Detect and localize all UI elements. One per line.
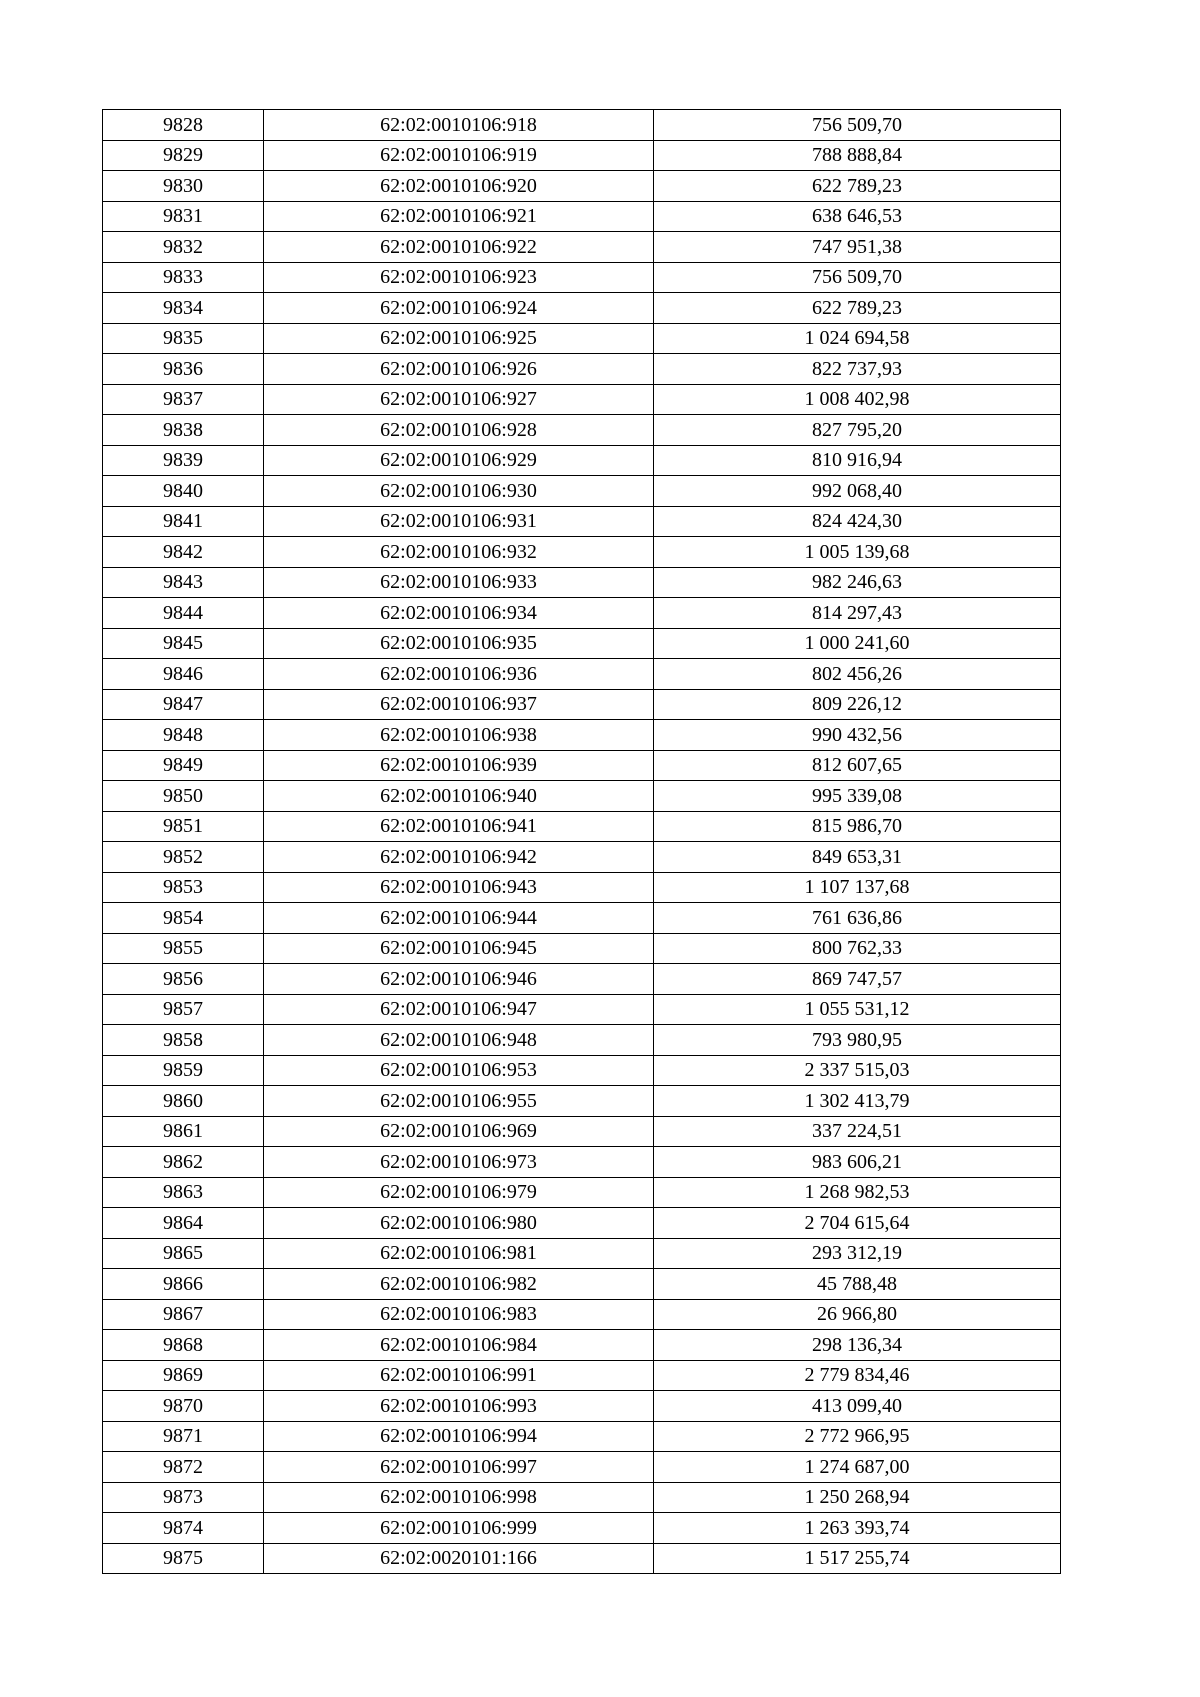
- cadastral-number-cell: 62:02:0010106:926: [264, 354, 654, 385]
- row-number-cell: 9838: [103, 415, 264, 446]
- row-number-cell: 9848: [103, 720, 264, 751]
- cadastral-value-cell: 26 966,80: [654, 1299, 1061, 1330]
- cadastral-number-cell: 62:02:0010106:979: [264, 1177, 654, 1208]
- row-number-cell: 9854: [103, 903, 264, 934]
- row-number-cell: 9834: [103, 293, 264, 324]
- table-row: [103, 445, 1061, 476]
- table-row: [103, 1269, 1061, 1300]
- table-row: [103, 1360, 1061, 1391]
- cadastral-number-cell: 62:02:0010106:994: [264, 1421, 654, 1452]
- table-row: [103, 140, 1061, 171]
- row-number-cell: 9856: [103, 964, 264, 995]
- cadastral-number-cell: 62:02:0010106:929: [264, 445, 654, 476]
- table-row: [103, 232, 1061, 263]
- table-row: [103, 110, 1061, 141]
- row-number-cell: 9865: [103, 1238, 264, 1269]
- cadastral-number-cell: 62:02:0010106:946: [264, 964, 654, 995]
- row-number-cell: 9828: [103, 110, 264, 141]
- cadastral-number-cell: 62:02:0010106:945: [264, 933, 654, 964]
- table-row: [103, 567, 1061, 598]
- table-row: [103, 537, 1061, 568]
- cadastral-number-cell: 62:02:0010106:919: [264, 140, 654, 171]
- row-number-cell: 9863: [103, 1177, 264, 1208]
- cadastral-number-cell: 62:02:0010106:980: [264, 1208, 654, 1239]
- cadastral-number-cell: 62:02:0010106:925: [264, 323, 654, 354]
- table-row: [103, 1116, 1061, 1147]
- table-row: [103, 872, 1061, 903]
- cadastral-number-cell: 62:02:0010106:948: [264, 1025, 654, 1056]
- table-row: [103, 1330, 1061, 1361]
- cadastral-number-cell: 62:02:0010106:997: [264, 1452, 654, 1483]
- table-row: [103, 842, 1061, 873]
- table-row: [103, 994, 1061, 1025]
- cadastral-value-cell: 413 099,40: [654, 1391, 1061, 1422]
- table-row: [103, 354, 1061, 385]
- cadastral-value-cell: 983 606,21: [654, 1147, 1061, 1178]
- row-number-cell: 9839: [103, 445, 264, 476]
- cadastral-number-cell: 62:02:0010106:993: [264, 1391, 654, 1422]
- cadastral-value-cell: 990 432,56: [654, 720, 1061, 751]
- table-row: [103, 1086, 1061, 1117]
- cadastral-value-cell: 622 789,23: [654, 293, 1061, 324]
- table-row: [103, 415, 1061, 446]
- table-row: [103, 598, 1061, 629]
- cadastral-value-cell: 1 302 413,79: [654, 1086, 1061, 1117]
- cadastral-value-cell: 982 246,63: [654, 567, 1061, 598]
- table-row: [103, 1208, 1061, 1239]
- row-number-cell: 9855: [103, 933, 264, 964]
- table-row: [103, 1147, 1061, 1178]
- cadastral-number-cell: 62:02:0010106:933: [264, 567, 654, 598]
- row-number-cell: 9866: [103, 1269, 264, 1300]
- cadastral-number-cell: 62:02:0010106:953: [264, 1055, 654, 1086]
- table-row: [103, 1452, 1061, 1483]
- cadastral-number-cell: 62:02:0010106:939: [264, 750, 654, 781]
- row-number-cell: 9842: [103, 537, 264, 568]
- cadastral-value-cell: 814 297,43: [654, 598, 1061, 629]
- cadastral-number-cell: 62:02:0010106:942: [264, 842, 654, 873]
- row-number-cell: 9859: [103, 1055, 264, 1086]
- table-row: [103, 1513, 1061, 1544]
- cadastral-value-cell: 822 737,93: [654, 354, 1061, 385]
- cadastral-number-cell: 62:02:0010106:928: [264, 415, 654, 446]
- cadastral-value-cell: 815 986,70: [654, 811, 1061, 842]
- table-row: [103, 1421, 1061, 1452]
- row-number-cell: 9832: [103, 232, 264, 263]
- cadastral-value-cell: 1 274 687,00: [654, 1452, 1061, 1483]
- row-number-cell: 9857: [103, 994, 264, 1025]
- table-row: [103, 750, 1061, 781]
- cadastral-number-cell: 62:02:0010106:932: [264, 537, 654, 568]
- row-number-cell: 9833: [103, 262, 264, 293]
- table-row: [103, 293, 1061, 324]
- cadastral-number-cell: 62:02:0010106:955: [264, 1086, 654, 1117]
- cadastral-value-cell: 622 789,23: [654, 171, 1061, 202]
- table-row: [103, 1055, 1061, 1086]
- table-row: [103, 171, 1061, 202]
- table-row: [103, 1299, 1061, 1330]
- cadastral-value-cell: 1 005 139,68: [654, 537, 1061, 568]
- cadastral-number-cell: 62:02:0010106:918: [264, 110, 654, 141]
- cadastral-number-cell: 62:02:0010106:982: [264, 1269, 654, 1300]
- cadastral-value-cell: 812 607,65: [654, 750, 1061, 781]
- row-number-cell: 9840: [103, 476, 264, 507]
- cadastral-number-cell: 62:02:0010106:940: [264, 781, 654, 812]
- cadastral-number-cell: 62:02:0020101:166: [264, 1543, 654, 1574]
- cadastral-value-cell: 298 136,34: [654, 1330, 1061, 1361]
- table-row: [103, 1025, 1061, 1056]
- row-number-cell: 9841: [103, 506, 264, 537]
- row-number-cell: 9853: [103, 872, 264, 903]
- table-row: [103, 659, 1061, 690]
- cadastral-number-cell: 62:02:0010106:984: [264, 1330, 654, 1361]
- table-row: [103, 1238, 1061, 1269]
- cadastral-value-cell: 809 226,12: [654, 689, 1061, 720]
- cadastral-value-cell: 1 000 241,60: [654, 628, 1061, 659]
- table-row: [103, 506, 1061, 537]
- table-row: [103, 323, 1061, 354]
- row-number-cell: 9831: [103, 201, 264, 232]
- table-row: [103, 201, 1061, 232]
- cadastral-number-cell: 62:02:0010106:947: [264, 994, 654, 1025]
- cadastral-value-cell: 2 779 834,46: [654, 1360, 1061, 1391]
- cadastral-value-cell: 747 951,38: [654, 232, 1061, 263]
- cadastral-number-cell: 62:02:0010106:938: [264, 720, 654, 751]
- cadastral-value-cell: 824 424,30: [654, 506, 1061, 537]
- cadastral-number-cell: 62:02:0010106:924: [264, 293, 654, 324]
- table-row: [103, 262, 1061, 293]
- row-number-cell: 9847: [103, 689, 264, 720]
- row-number-cell: 9862: [103, 1147, 264, 1178]
- cadastral-value-cell: 800 762,33: [654, 933, 1061, 964]
- cadastral-number-cell: 62:02:0010106:934: [264, 598, 654, 629]
- table-row: [103, 933, 1061, 964]
- row-number-cell: 9868: [103, 1330, 264, 1361]
- table-row: [103, 689, 1061, 720]
- table-row: [103, 1391, 1061, 1422]
- cadastral-number-cell: 62:02:0010106:969: [264, 1116, 654, 1147]
- row-number-cell: 9860: [103, 1086, 264, 1117]
- cadastral-value-cell: 869 747,57: [654, 964, 1061, 995]
- cadastral-value-cell: 1 263 393,74: [654, 1513, 1061, 1544]
- cadastral-number-cell: 62:02:0010106:927: [264, 384, 654, 415]
- row-number-cell: 9861: [103, 1116, 264, 1147]
- cadastral-value-cell: 337 224,51: [654, 1116, 1061, 1147]
- table-row: [103, 476, 1061, 507]
- cadastral-number-cell: 62:02:0010106:936: [264, 659, 654, 690]
- cadastral-number-cell: 62:02:0010106:973: [264, 1147, 654, 1178]
- row-number-cell: 9837: [103, 384, 264, 415]
- row-number-cell: 9852: [103, 842, 264, 873]
- table-row: [103, 1177, 1061, 1208]
- cadastral-value-cell: 827 795,20: [654, 415, 1061, 446]
- cadastral-value-table: [102, 109, 1061, 1574]
- cadastral-number-cell: 62:02:0010106:999: [264, 1513, 654, 1544]
- cadastral-number-cell: 62:02:0010106:922: [264, 232, 654, 263]
- row-number-cell: 9851: [103, 811, 264, 842]
- cadastral-number-cell: 62:02:0010106:991: [264, 1360, 654, 1391]
- row-number-cell: 9858: [103, 1025, 264, 1056]
- row-number-cell: 9844: [103, 598, 264, 629]
- cadastral-value-cell: 810 916,94: [654, 445, 1061, 476]
- cadastral-value-cell: 849 653,31: [654, 842, 1061, 873]
- table-body: [103, 110, 1061, 1574]
- cadastral-value-cell: 756 509,70: [654, 110, 1061, 141]
- cadastral-value-cell: 1 250 268,94: [654, 1482, 1061, 1513]
- row-number-cell: 9836: [103, 354, 264, 385]
- cadastral-number-cell: 62:02:0010106:935: [264, 628, 654, 659]
- table-row: [103, 628, 1061, 659]
- cadastral-number-cell: 62:02:0010106:930: [264, 476, 654, 507]
- row-number-cell: 9835: [103, 323, 264, 354]
- cadastral-value-cell: 293 312,19: [654, 1238, 1061, 1269]
- cadastral-value-cell: 45 788,48: [654, 1269, 1061, 1300]
- cadastral-number-cell: 62:02:0010106:943: [264, 872, 654, 903]
- cadastral-value-cell: 1 055 531,12: [654, 994, 1061, 1025]
- table-row: [103, 781, 1061, 812]
- row-number-cell: 9873: [103, 1482, 264, 1513]
- row-number-cell: 9867: [103, 1299, 264, 1330]
- cadastral-number-cell: 62:02:0010106:921: [264, 201, 654, 232]
- row-number-cell: 9869: [103, 1360, 264, 1391]
- table-row: [103, 1543, 1061, 1574]
- cadastral-value-cell: 1 024 694,58: [654, 323, 1061, 354]
- table-row: [103, 1482, 1061, 1513]
- cadastral-value-cell: 2 772 966,95: [654, 1421, 1061, 1452]
- cadastral-value-cell: 992 068,40: [654, 476, 1061, 507]
- cadastral-number-cell: 62:02:0010106:937: [264, 689, 654, 720]
- cadastral-number-cell: 62:02:0010106:931: [264, 506, 654, 537]
- cadastral-value-cell: 793 980,95: [654, 1025, 1061, 1056]
- table-row: [103, 903, 1061, 934]
- row-number-cell: 9850: [103, 781, 264, 812]
- row-number-cell: 9845: [103, 628, 264, 659]
- cadastral-value-cell: 756 509,70: [654, 262, 1061, 293]
- row-number-cell: 9864: [103, 1208, 264, 1239]
- row-number-cell: 9872: [103, 1452, 264, 1483]
- table-row: [103, 720, 1061, 751]
- table-row: [103, 384, 1061, 415]
- row-number-cell: 9870: [103, 1391, 264, 1422]
- cadastral-value-cell: 1 268 982,53: [654, 1177, 1061, 1208]
- cadastral-number-cell: 62:02:0010106:944: [264, 903, 654, 934]
- cadastral-value-cell: 1 517 255,74: [654, 1543, 1061, 1574]
- cadastral-value-cell: 802 456,26: [654, 659, 1061, 690]
- cadastral-number-cell: 62:02:0010106:998: [264, 1482, 654, 1513]
- row-number-cell: 9871: [103, 1421, 264, 1452]
- cadastral-value-cell: 761 636,86: [654, 903, 1061, 934]
- row-number-cell: 9846: [103, 659, 264, 690]
- row-number-cell: 9843: [103, 567, 264, 598]
- row-number-cell: 9849: [103, 750, 264, 781]
- cadastral-number-cell: 62:02:0010106:981: [264, 1238, 654, 1269]
- cadastral-value-cell: 2 704 615,64: [654, 1208, 1061, 1239]
- row-number-cell: 9829: [103, 140, 264, 171]
- cadastral-number-cell: 62:02:0010106:941: [264, 811, 654, 842]
- cadastral-value-cell: 1 008 402,98: [654, 384, 1061, 415]
- cadastral-value-cell: 1 107 137,68: [654, 872, 1061, 903]
- table-row: [103, 811, 1061, 842]
- cadastral-value-cell: 2 337 515,03: [654, 1055, 1061, 1086]
- row-number-cell: 9874: [103, 1513, 264, 1544]
- cadastral-value-cell: 995 339,08: [654, 781, 1061, 812]
- cadastral-number-cell: 62:02:0010106:983: [264, 1299, 654, 1330]
- cadastral-value-cell: 638 646,53: [654, 201, 1061, 232]
- cadastral-number-cell: 62:02:0010106:923: [264, 262, 654, 293]
- cadastral-number-cell: 62:02:0010106:920: [264, 171, 654, 202]
- table-row: [103, 964, 1061, 995]
- row-number-cell: 9875: [103, 1543, 264, 1574]
- row-number-cell: 9830: [103, 171, 264, 202]
- cadastral-value-cell: 788 888,84: [654, 140, 1061, 171]
